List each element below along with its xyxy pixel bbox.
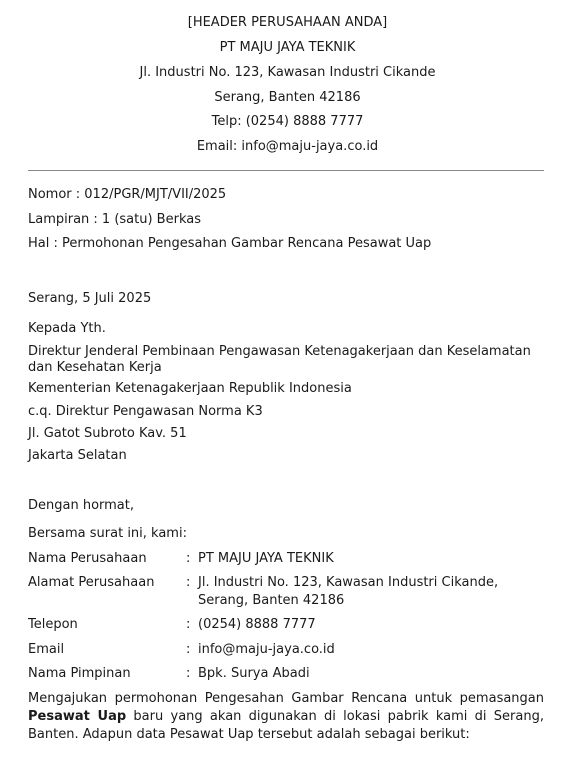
field-value: PT MAJU JAYA TEKNIK xyxy=(198,551,334,566)
body-paragraph xyxy=(28,690,544,744)
body-text-emphasis: Pesawat Uap xyxy=(28,709,127,724)
letter-number: Nomor : 012/PGR/MJT/VII/2025 xyxy=(28,187,227,202)
field-label: Email xyxy=(28,642,65,657)
recipient-greeting: Kepada Yth. xyxy=(28,321,106,336)
body-text-start: Mengajukan permohonan Pengesahan Gambar Rencana untuk pemasangan xyxy=(28,691,544,706)
field-value: info@maju-jaya.co.id xyxy=(198,642,335,657)
letterhead-email: Email: info@maju-jaya.co.id xyxy=(196,139,379,154)
field-colon: : xyxy=(186,551,191,566)
field-label: Telepon xyxy=(28,617,78,632)
intro-text: Bersama surat ini, kami: xyxy=(28,526,187,541)
letter-subject: Hal : Permohonan Pengesahan Gambar Rencana Pesawat Uap xyxy=(28,236,432,251)
recipient-line-1: Direktur Jenderal Pembinaan Pengawasan Ketenagakerjaan dan Keselamatan dan Kesehatan Kerja xyxy=(28,344,531,375)
field-value-continued: Serang, Banten 42186 xyxy=(198,593,345,608)
field-value: Bpk. Surya Abadi xyxy=(198,666,310,681)
body-text-end: baru yang akan digunakan di lokasi pabrik kami di Serang, Banten. Adapun data Pesawat Uap tersebut adalah sebagai berikut: xyxy=(28,709,544,742)
field-colon: : xyxy=(186,617,191,632)
recipient-line-4: Jl. Gatot Subroto Kav. 51 xyxy=(28,426,187,441)
recipient-line-3: c.q. Direktur Pengawasan Norma K3 xyxy=(28,404,263,419)
letterhead-divider xyxy=(28,170,544,171)
field-colon: : xyxy=(186,666,191,681)
recipient-line-5: Jakarta Selatan xyxy=(28,448,127,463)
letterhead-phone: Telp: (0254) 8888 7777 xyxy=(211,114,364,129)
field-colon: : xyxy=(186,642,191,657)
letterhead-placeholder: [HEADER PERUSAHAAN ANDA] xyxy=(187,15,388,30)
field-colon: : xyxy=(186,575,191,590)
letterhead-address-line1: Jl. Industri No. 123, Kawasan Industri Cikande xyxy=(139,65,436,80)
letter-date: Serang, 5 Juli 2025 xyxy=(28,291,152,306)
letter-attachment: Lampiran : 1 (satu) Berkas xyxy=(28,212,201,227)
letterhead-company: PT MAJU JAYA TEKNIK xyxy=(219,40,356,55)
recipient-line-2: Kementerian Ketenagakerjaan Republik Indonesia xyxy=(28,381,352,396)
field-value: (0254) 8888 7777 xyxy=(198,617,316,632)
field-label: Nama Perusahaan xyxy=(28,551,147,566)
field-value: Jl. Industri No. 123, Kawasan Industri Cikande, xyxy=(198,575,499,590)
letterhead-address-line2: Serang, Banten 42186 xyxy=(214,90,361,105)
opening-salutation: Dengan hormat, xyxy=(28,498,135,513)
field-label: Nama Pimpinan xyxy=(28,666,131,681)
field-label: Alamat Perusahaan xyxy=(28,575,155,590)
